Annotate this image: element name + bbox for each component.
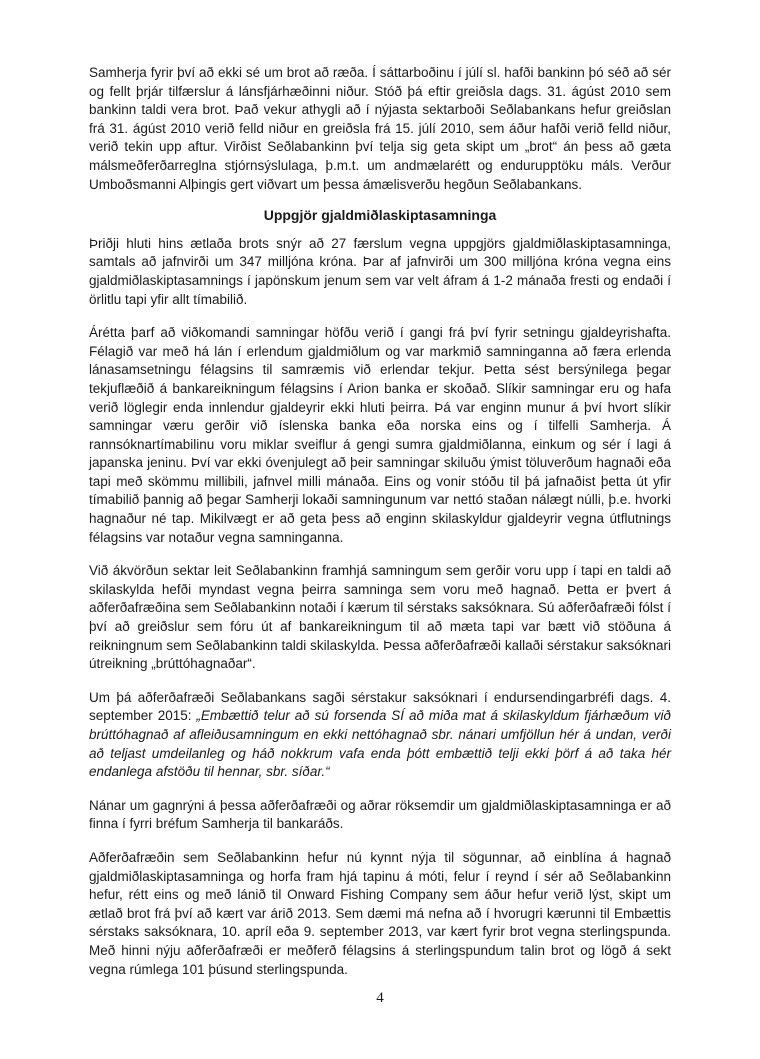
page-number: 4 [376, 990, 384, 1006]
section-heading: Uppgjör gjaldmiðlaskiptasamninga [263, 207, 497, 224]
paragraph-prosecutor-quote [89, 689, 671, 782]
paragraph-new-method: Aðferðafræðin sem Seðlabankinn hefur nú kynnt nýja til sögunnar, að einblína á hagnað gjaldmiðlaskiptasamninga og horfa fram hjá tapinu á móti, felur í reynd í sér að Seðlabankinn hefur, rétt eins og með lánið til Onward Fishing Company sem áður hefur verið lýst, skipt um ætlað brot frá því að kært var árið 2013. Sem dæmi má nefna að í hvorugri kærunni til Embættis sérstaks saksóknara, 10. apríl eða 9. september 2013, var kært fyrir brot vegna sterlingspunda. Með hinni nýju aðferðafræði er meðferð félagsins á sterlingspundum talin brot og lögð á sekt vegna rúmlega 101 þúsund sterlingspunda. [89, 849, 671, 977]
document-page [89, 64, 671, 979]
quote-text: „Embættið telur að sú forsenda SÍ að miða mat á skilaskyldum fjárhæðum við brúttóhagnað af afleiðusamningum en ekki nettóhagnað sbr. nánari umfjöllun hér á undan, verði að teljast umdeilanleg og háð nokkrum vafa enda þótt embættið telji ekki þörf á að taka hér endanlega afstöðu til hennar, sbr. síðar.“ [89, 708, 671, 780]
paragraph-fine-decision: Við ákvörðun sektar leit Seðlabankinn framhjá samningum sem gerðir voru upp í tapi en taldi að skilaskylda hefði myndast vegna þeirra samninga sem voru með hagnað. Þetta er þvert á aðferðafræðina sem Seðlabankinn notaði í kærum til sérstaks saksóknara. Sú aðferðafræði fólst í því að greiðslur sem fóru út af bankareikningum til að mæta tapi var bætt við stöðuna á reikningnum sem Seðlabankinn taldi skilaskylda. Þessa aðferðafræði kallaði sérstakur saksóknari útreikning „brúttóhagnaðar“. [89, 563, 671, 672]
quote-intro: Um þá aðferðafræði Seðlabankans sagði sérstakur saksóknari í endursendingarbréfi dags. 4. september 2015: [89, 689, 671, 724]
paragraph-intro: Samherja fyrir því að ekki sé um brot að ræða. Í sáttarboðinu í júlí sl. hafði bankinn þó séð að sér og fellt þrjár tilfærslur á lánsfjárhæðinni niður. Stóð þá eftir greiðsla dags. 31. ágúst 2010 sem bankinn taldi vera brot. Það vekur athygli að í nýjasta sektarboði Seðlabankans hefur greiðslan frá 31. ágúst 2010 verið felld niður en greiðsla frá 15. júlí 2010, sem áður hafði verið felld niður, verið tekin upp aftur. Virðist Seðlabankinn því telja sig geta skipt um „brot“ án þess að gæta málsmeðferðarreglna stjórnsýslulaga, þ.m.t. um andmælarétt og endurupptöku máls. Verður Umboðsmanni Alþingis gert viðvart um þessa ámælisverðu hegðun Seðlabankans. [89, 65, 671, 192]
paragraph-contracts: Árétta þarf að viðkomandi samningar höfðu verið í gangi frá því fyrir setningu gjaldeyrishafta. Félagið var með há lán í erlendum gjaldmiðlum og var markmið samninganna að færa erlenda lánasamsetningu félagsins til samræmis við erlendar tekjur. Þetta sést bersýnilega þegar tekjuflæðið á bankareikningum félagsins í Arion banka er skoðað. Slíkir samningar eru og hafa verið löglegir enda innlendur gjaldeyrir ekki hluti þeirra. Þá var enginn munur á því hvort slíkir samningar væru gerðir við íslenska banka eða norska eins og í tilfelli Samherja. Á rannsóknartímabilinu voru miklar sveiflur á gengi sumra gjaldmiðlanna, einkum og sér í lagi á japanska jeninu. Því var ekki óvenjulegt að þeir samningar skiluðu ýmist töluverðum hagnaði eða tapi með skömmu millibili, jafnvel milli mánaða. Eins og vonir stóðu til þá jafnaðist þetta út yfir tímabilið þannig að þegar Samherji lokaði samningunum var nettó staðan nálægt núlli, þ.e. hvorki hagnaður né tap. Mikilvægt er að geta þess að enginn skilaskyldur gjaldeyrir vegna útflutnings félagsins var notaður vegna samninganna. [89, 325, 671, 545]
paragraph-criticism: Nánar um gagnrýni á þessa aðferðafræði og aðrar röksemdir um gjaldmiðlaskiptasamninga er að finna í fyrri bréfum Samherja til bankaráðs. [89, 797, 671, 832]
paragraph-third-part: Þriðji hluti hins ætlaða brots snýr að 27 færslum vegna uppgjörs gjaldmiðlaskiptasamninga, samtals að jafnvirði um 347 milljóna króna. Þar af jafnvirði um 300 milljóna króna vegna eins gjaldmiðlaskiptasamnings í japönskum jenum sem var velt áfram á 1-2 mánaða fresti og endaði í örlitlu tapi yfir allt tímabilið. [89, 235, 671, 307]
